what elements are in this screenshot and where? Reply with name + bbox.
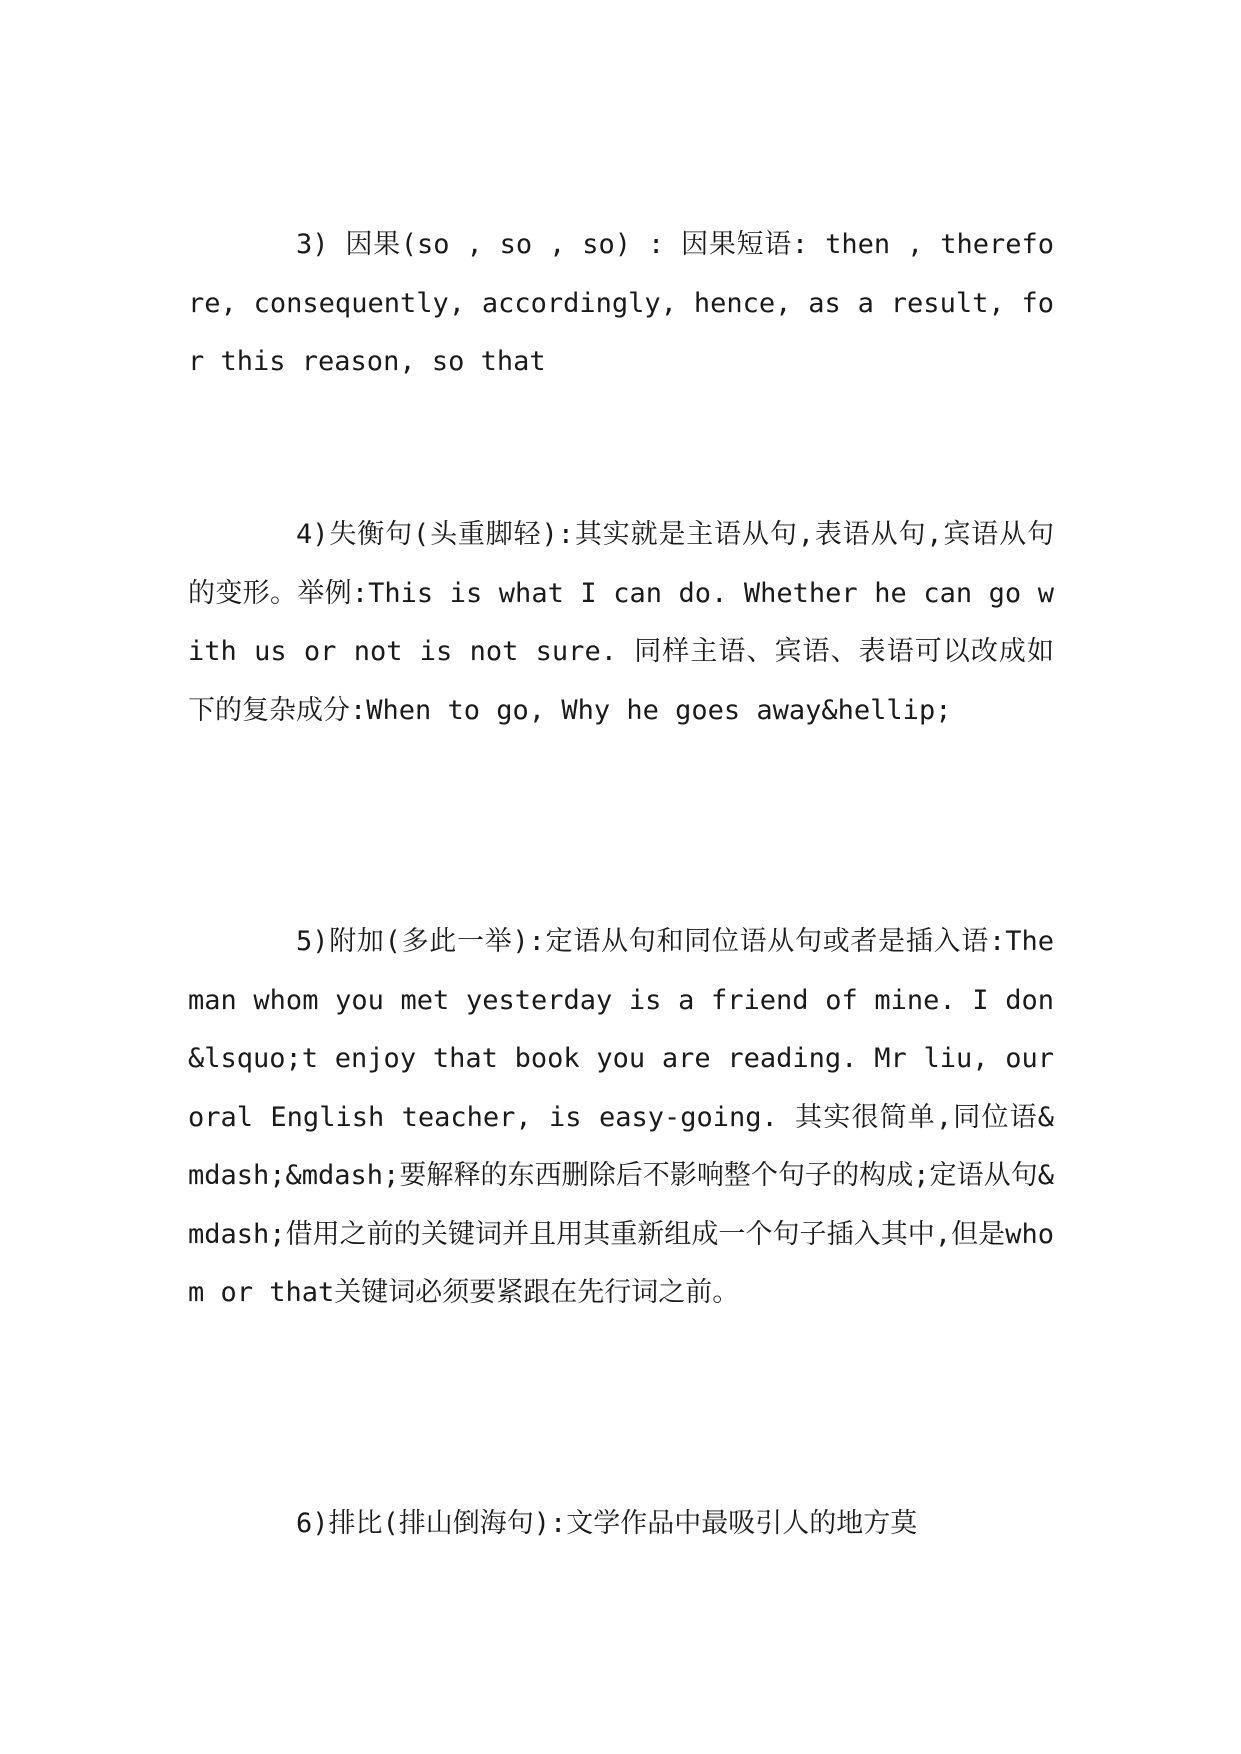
paragraph-unbalanced-sentence: 4)失衡句(头重脚轻):其实就是主语从句,表语从句,宾语从句的变形。举例:This is what I can do. Whether he can go with us or not is not sure. 同样主语、宾语、表语可以改成如下的复杂成分:When to go, Why he goes away&hellip;: [188, 519, 1054, 726]
paragraph-parallelism: 6)排比(排山倒海句):文学作品中最吸引人的地方莫: [296, 1508, 918, 1539]
paragraph-attributive-appositive: 5)附加(多此一举):定语从句和同位语从句或者是插入语:The man whom you met yesterday is a friend of mine. I don&lsquo;t enjoy that book you are reading. Mr liu, our oral English teacher, is easy-going. 其实很简单,同位语&mdash;&mdash;要解释的东西删除后不影响整个句子的构成;定语从句&mdash;借用之前的关键词并且用其重新组成一个句子插入其中,但是whom or that关键词必须要紧跟在先行词之前。: [188, 926, 1054, 1308]
paragraph-cause-effect: 3) 因果(so , so , so) : 因果短语: then , therefore, consequently, accordingly, hence, as a result, for this reason, so that: [188, 229, 1054, 377]
